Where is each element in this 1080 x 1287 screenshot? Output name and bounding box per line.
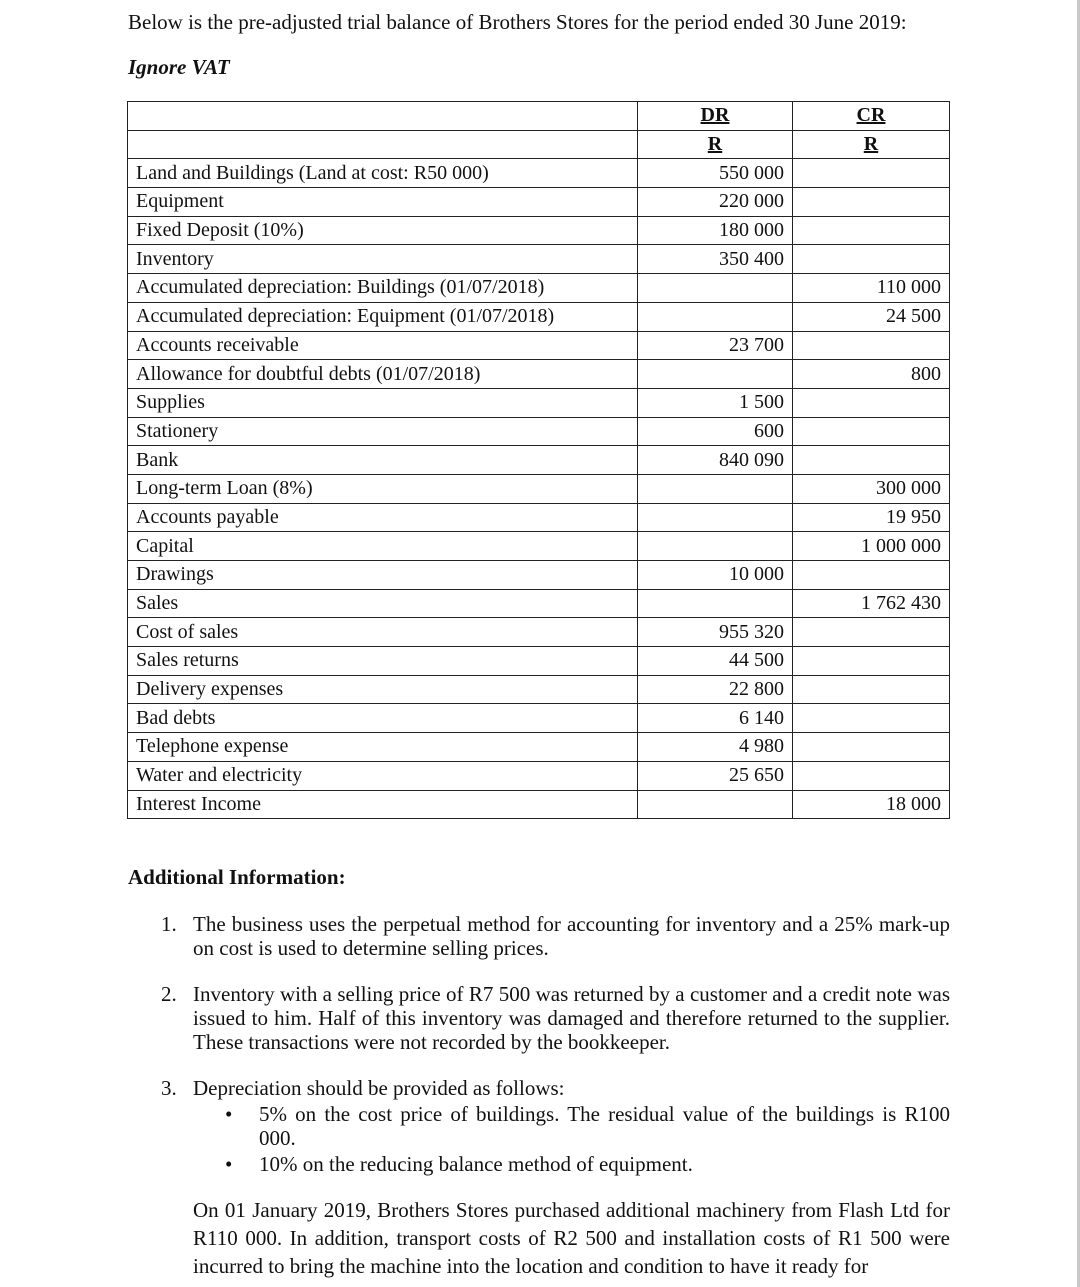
debit-cell: 1 500 (638, 388, 793, 417)
info-item-number: 1. (161, 912, 177, 936)
table-row (128, 360, 950, 389)
credit-cell (793, 704, 950, 733)
bullet-buildings (193, 1102, 950, 1150)
account-cell: Accumulated depreciation: Equipment (01/07/2018) (128, 302, 638, 331)
account-cell: Cost of sales (128, 618, 638, 647)
debit-cell (638, 503, 793, 532)
account-cell: Inventory (128, 245, 638, 274)
credit-cell (793, 331, 950, 360)
credit-cell (793, 446, 950, 475)
table-row (128, 245, 950, 274)
table-row (128, 733, 950, 762)
intro-text: Below is the pre-adjusted trial balance of Brothers Stores for the period ended 30 June 2019: (128, 10, 907, 34)
debit-cell: 23 700 (638, 331, 793, 360)
info-item-number: 2. (161, 982, 177, 1006)
credit-cell (793, 188, 950, 217)
account-cell: Water and electricity (128, 761, 638, 790)
credit-cell: 110 000 (793, 274, 950, 303)
account-cell: Accounts receivable (128, 331, 638, 360)
table-row (128, 618, 950, 647)
table-row (128, 159, 950, 188)
credit-cell (793, 245, 950, 274)
account-cell: Accounts payable (128, 503, 638, 532)
table-row (128, 589, 950, 618)
credit-cell: 1 762 430 (793, 589, 950, 618)
credit-cell (793, 561, 950, 590)
account-cell: Sales (128, 589, 638, 618)
debit-cell: 180 000 (638, 216, 793, 245)
header-dr: DR (638, 102, 793, 131)
info-item-number: 3. (161, 1076, 177, 1100)
header-cr: CR (793, 102, 950, 131)
table-row (128, 216, 950, 245)
debit-cell (638, 360, 793, 389)
credit-cell: 18 000 (793, 790, 950, 819)
debit-cell: 220 000 (638, 188, 793, 217)
debit-cell: 550 000 (638, 159, 793, 188)
info-item-text: The business uses the perpetual method for accounting for inventory and a 25% mark-up on cost is used to determine selling prices. (193, 912, 950, 960)
debit-cell (638, 589, 793, 618)
info-item-1 (128, 912, 950, 960)
table-row (128, 503, 950, 532)
info-item-text: Inventory with a selling price of R7 500 was returned by a customer and a credit note was issued to him. Half of this inventory was damaged and therefore returned to the supplier. These transactions were not recorded by the bookkeeper. (193, 982, 950, 1054)
account-cell: Fixed Deposit (10%) (128, 216, 638, 245)
credit-cell (793, 761, 950, 790)
debit-cell: 600 (638, 417, 793, 446)
info-item-3 (128, 1076, 950, 1176)
debit-cell: 22 800 (638, 675, 793, 704)
table-row (128, 188, 950, 217)
credit-cell (793, 618, 950, 647)
account-cell: Capital (128, 532, 638, 561)
account-cell: Accumulated depreciation: Buildings (01/07/2018) (128, 274, 638, 303)
bullet-dot-icon: • (225, 1102, 233, 1126)
credit-cell: 800 (793, 360, 950, 389)
debit-cell: 350 400 (638, 245, 793, 274)
debit-cell: 955 320 (638, 618, 793, 647)
info-item-2 (128, 982, 950, 1054)
account-cell: Telephone expense (128, 733, 638, 762)
table-row (128, 446, 950, 475)
account-cell: Drawings (128, 561, 638, 590)
debit-cell (638, 474, 793, 503)
account-cell: Equipment (128, 188, 638, 217)
table-row (128, 675, 950, 704)
header-account-blank (128, 102, 638, 131)
debit-cell (638, 274, 793, 303)
account-cell: Allowance for doubtful debts (01/07/2018) (128, 360, 638, 389)
account-cell: Bad debts (128, 704, 638, 733)
debit-cell: 6 140 (638, 704, 793, 733)
debit-cell (638, 302, 793, 331)
table-row (128, 388, 950, 417)
bullet-text: 5% on the cost price of buildings. The residual value of the buildings is R100 000. (259, 1102, 950, 1150)
machinery-purchase-paragraph: On 01 January 2019, Brothers Stores purchased additional machinery from Flash Ltd for R110 000. In addition, transport costs of R2 500 and installation costs of R1 500 were incurred to bring the machine into the location and condition to have it ready for (193, 1198, 950, 1278)
credit-cell (793, 647, 950, 676)
ignore-vat-note: Ignore VAT (128, 55, 230, 79)
account-cell: Delivery expenses (128, 675, 638, 704)
credit-cell (793, 388, 950, 417)
table-row (128, 274, 950, 303)
bullet-dot-icon: • (225, 1152, 233, 1176)
credit-cell: 1 000 000 (793, 532, 950, 561)
account-cell: Interest Income (128, 790, 638, 819)
table-row (128, 532, 950, 561)
credit-cell (793, 159, 950, 188)
table-unit-row (128, 130, 950, 159)
debit-cell: 44 500 (638, 647, 793, 676)
debit-cell (638, 790, 793, 819)
bullet-equipment (193, 1152, 950, 1176)
account-cell: Bank (128, 446, 638, 475)
depreciation-bullets (193, 1102, 950, 1176)
info-item-text: Depreciation should be provided as follows: (193, 1076, 565, 1100)
table-row (128, 474, 950, 503)
credit-cell (793, 216, 950, 245)
additional-info-heading: Additional Information: (128, 865, 346, 889)
credit-cell (793, 675, 950, 704)
credit-cell: 300 000 (793, 474, 950, 503)
bullet-text: 10% on the reducing balance method of equipment. (259, 1152, 693, 1176)
unit-account-blank (128, 130, 638, 159)
credit-cell (793, 733, 950, 762)
credit-cell: 24 500 (793, 302, 950, 331)
account-cell: Sales returns (128, 647, 638, 676)
table-row (128, 561, 950, 590)
table-header-row (128, 102, 950, 131)
table-row (128, 302, 950, 331)
debit-cell: 4 980 (638, 733, 793, 762)
account-cell: Stationery (128, 417, 638, 446)
credit-cell: 19 950 (793, 503, 950, 532)
account-cell: Supplies (128, 388, 638, 417)
unit-dr: R (638, 130, 793, 159)
debit-cell: 10 000 (638, 561, 793, 590)
additional-info-list (128, 912, 950, 1178)
trial-balance-table (127, 101, 950, 819)
debit-cell (638, 532, 793, 561)
debit-cell: 840 090 (638, 446, 793, 475)
credit-cell (793, 417, 950, 446)
account-cell: Land and Buildings (Land at cost: R50 000) (128, 159, 638, 188)
table-row (128, 761, 950, 790)
table-row (128, 417, 950, 446)
unit-cr: R (793, 130, 950, 159)
account-cell: Long-term Loan (8%) (128, 474, 638, 503)
table-row (128, 704, 950, 733)
table-row (128, 331, 950, 360)
table-row (128, 647, 950, 676)
debit-cell: 25 650 (638, 761, 793, 790)
table-row (128, 790, 950, 819)
